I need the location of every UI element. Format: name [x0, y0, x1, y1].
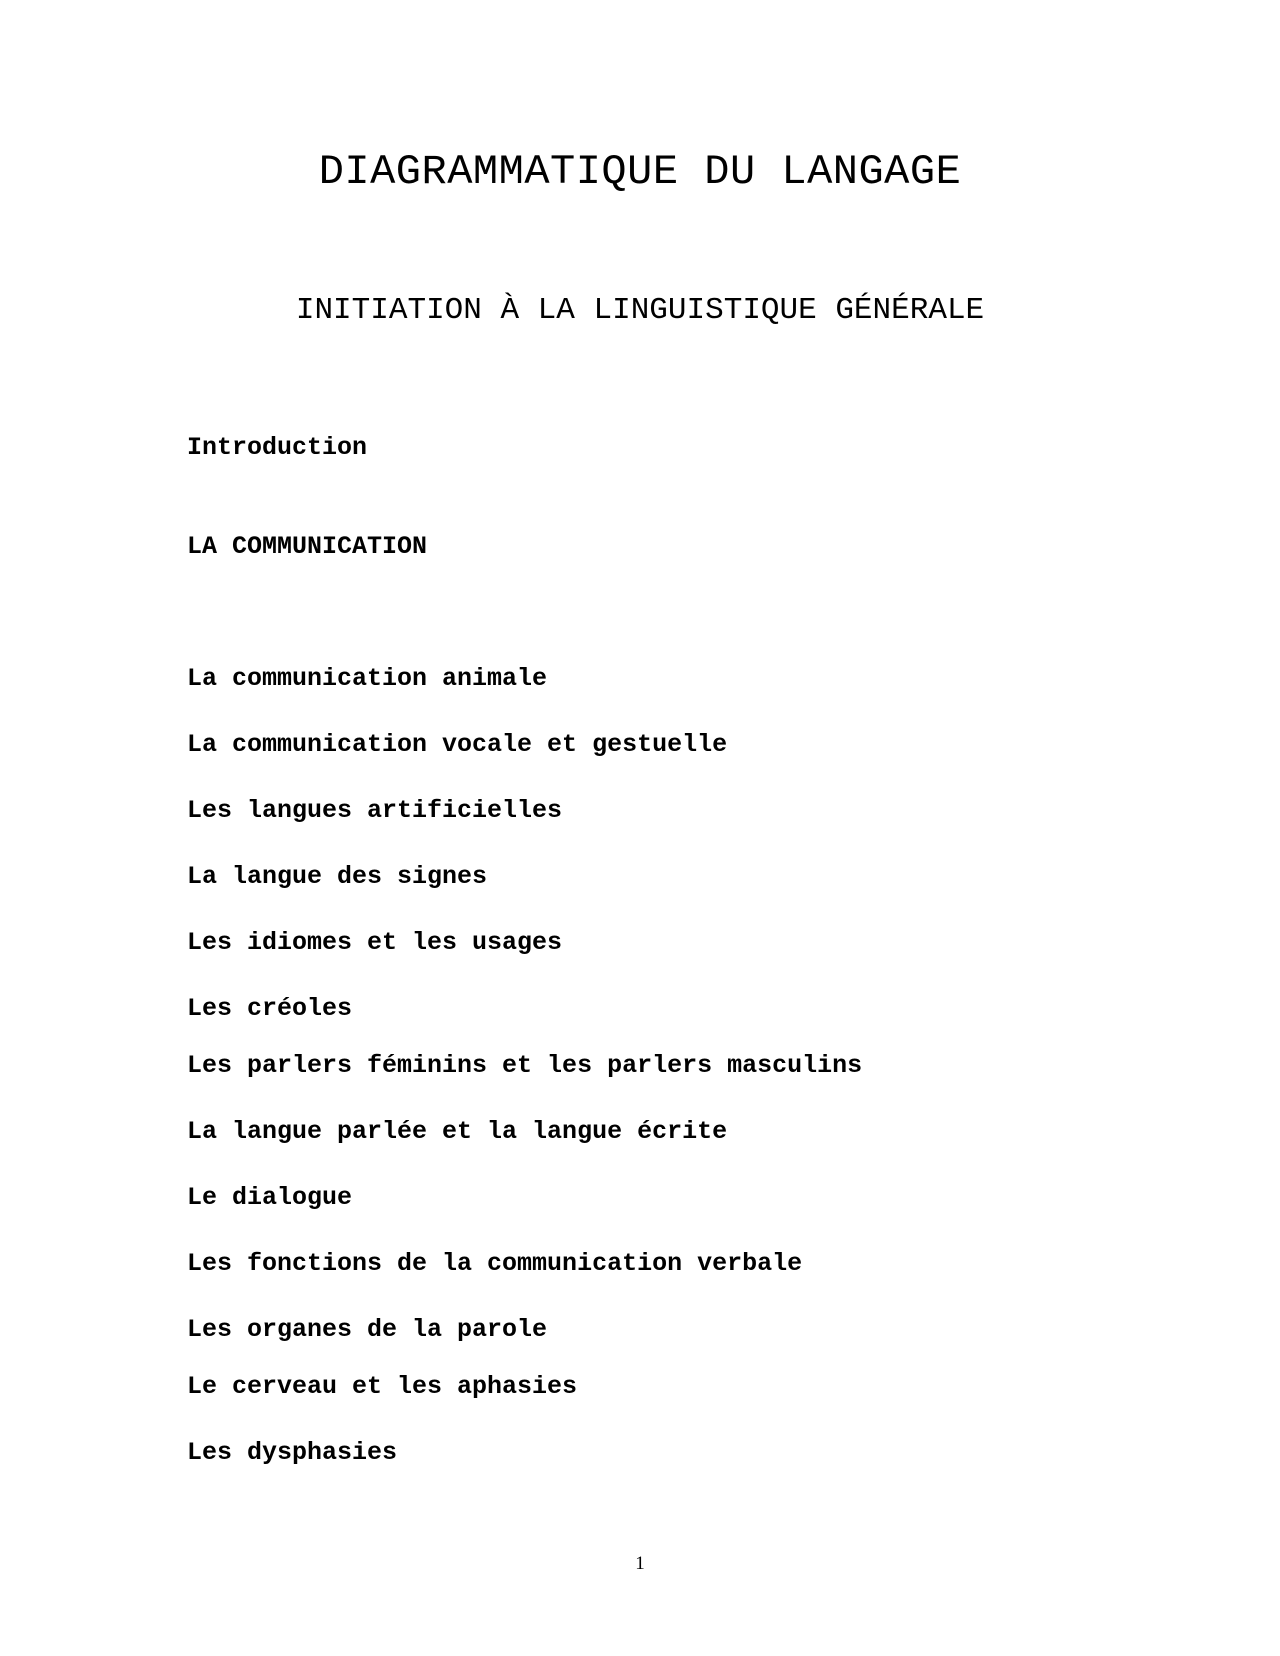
- list-item: La langue des signes: [187, 862, 488, 891]
- page-number: 1: [635, 1553, 645, 1574]
- list-item: La communication vocale et gestuelle: [187, 730, 728, 759]
- list-item: Les parlers féminins et les parlers masculins: [187, 1051, 863, 1080]
- list-item: La langue parlée et la langue écrite: [187, 1117, 728, 1146]
- list-item: Le dialogue: [187, 1183, 353, 1212]
- section-heading: LA COMMUNICATION: [187, 532, 428, 561]
- introduction-heading: Introduction: [187, 433, 368, 462]
- list-item: Les dysphasies: [187, 1438, 398, 1467]
- list-item: Les créoles: [187, 994, 353, 1023]
- document-subtitle: INITIATION À LA LINGUISTIQUE GÉNÉRALE: [295, 293, 985, 328]
- list-item: Les fonctions de la communication verbale: [187, 1249, 803, 1278]
- list-item: Les organes de la parole: [187, 1315, 548, 1344]
- document-title: DIAGRAMMATIQUE DU LANGAGE: [318, 148, 962, 196]
- list-item: Les langues artificielles: [187, 796, 563, 825]
- list-item: Les idiomes et les usages: [187, 928, 563, 957]
- list-item: La communication animale: [187, 664, 548, 693]
- list-item: Le cerveau et les aphasies: [187, 1372, 578, 1401]
